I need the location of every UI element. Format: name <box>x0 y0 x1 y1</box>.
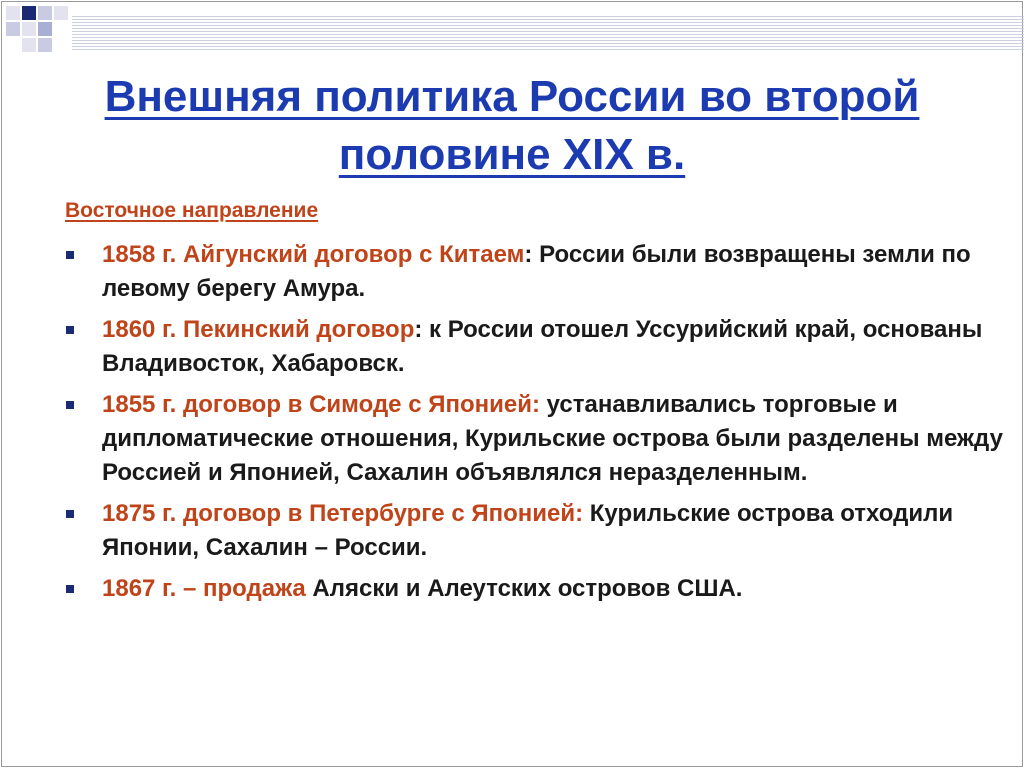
list-item <box>65 313 1005 381</box>
list-item <box>65 388 1005 490</box>
section-heading: Восточное направление <box>65 199 319 222</box>
item-text: : России были возвращены земли по левому берегу Амура. <box>102 241 971 302</box>
item-highlight: 1855 г. договор в Симоде с Японией: <box>102 391 540 418</box>
item-text: Курильские острова отходили Японии, Сахалин – России. <box>102 500 954 561</box>
list-item <box>65 238 1005 306</box>
list-item <box>65 497 1005 565</box>
bullet-icon <box>66 401 74 409</box>
bullet-icon <box>66 251 74 259</box>
corner-squares-decoration <box>2 2 82 62</box>
list-item <box>65 572 1005 606</box>
bullet-icon <box>66 510 74 518</box>
bullet-icon <box>66 326 74 334</box>
item-text: устанавливались торговые и дипломатические отношения, Курильские острова были разделены между Россией и Японией, Сахалин объявлялся неразделенным. <box>102 391 1003 486</box>
item-text: Аляски и Алеутских островов США. <box>305 575 743 602</box>
item-highlight: 1867 г. – продажа <box>102 575 306 602</box>
header-line-decoration <box>72 16 1024 50</box>
slide-title: Внешняя политика России во второй половине XIX в. <box>104 72 920 179</box>
item-text: : к России отошел Уссурийский край, основаны Владивосток, Хабаровск. <box>102 316 983 377</box>
item-highlight: 1858 г. Айгунский договор с Китаем <box>102 241 525 268</box>
slide-frame <box>1 1 1023 767</box>
item-highlight: 1875 г. договор в Петербурге с Японией: <box>102 500 584 527</box>
item-highlight: 1860 г. Пекинский договор <box>102 316 415 343</box>
bullet-icon <box>66 585 74 593</box>
bullet-list <box>65 238 1005 613</box>
